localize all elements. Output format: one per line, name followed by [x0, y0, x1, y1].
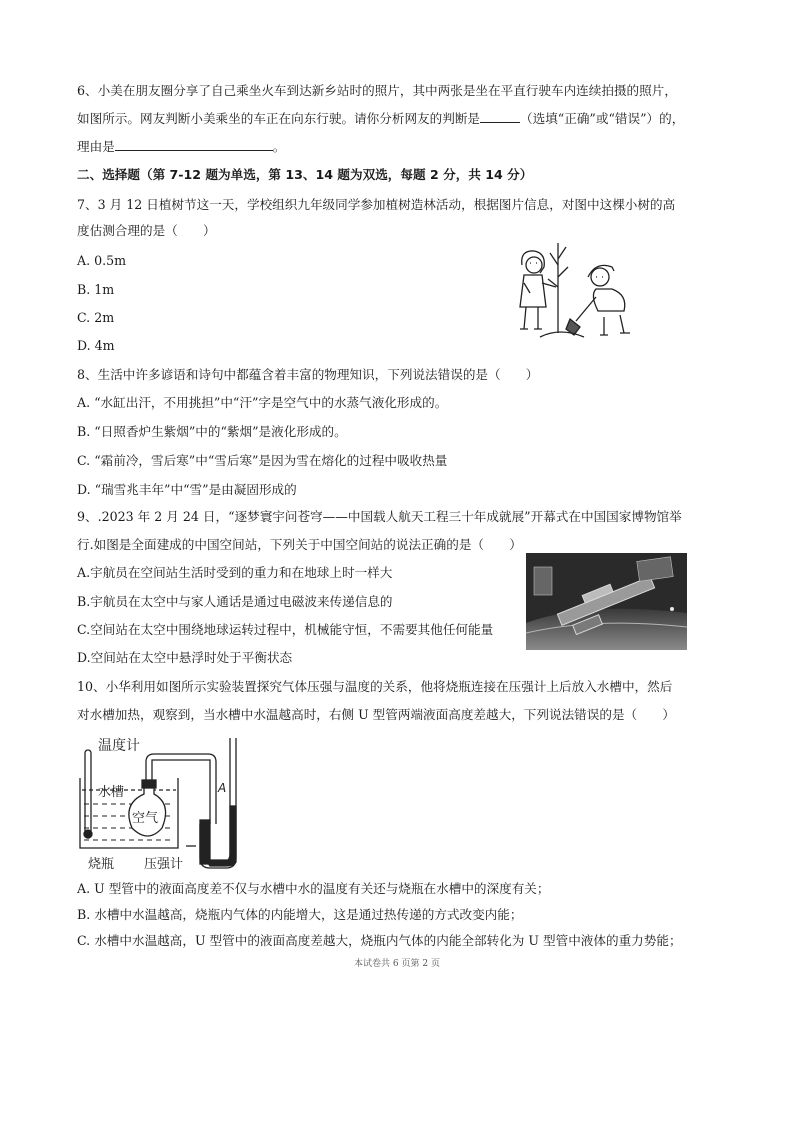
q10-option-b[interactable]: B. 水槽中水温越高，烧瓶内气体的内能增大，这是通过热传递的方式改变内能； [77, 907, 523, 922]
q8-option-a[interactable]: A. “水缸出汗，不用挑担”中“汗”字是空气中的水蒸气液化形成的。 [77, 395, 448, 410]
q10-option-c[interactable]: C. 水槽中水温越高，U 型管中的液面高度差越大，烧瓶内气体的内能全部转化为 U 型管中液体的重力势能； [77, 933, 682, 948]
q7-option-b[interactable]: B. 1m [77, 282, 115, 297]
thermometer-label: 温度计 [98, 738, 140, 754]
q10-line2: 对水槽加热，观察到，当水槽中水温越高时，右侧 U 型管两端液面高度差越大，下列说法错误的是（ ） [77, 707, 675, 722]
q6-line2-text: 如图所示。网友判断小美乘坐的车正在向东行驶。请你分析网友的判断是 [77, 111, 480, 126]
q9-line1: 9、.2023 年 2 月 24 日，“逐梦寰宇问苍穹——中国载人航天工程三十年成就展”开幕式在中国国家博物馆举 [77, 509, 682, 524]
air-label: 空气 [132, 811, 159, 826]
q6-line2 [77, 110, 684, 128]
tree-planting-illustration [500, 235, 645, 343]
q7-option-c[interactable]: C. 2m [77, 310, 115, 325]
q9-option-a[interactable]: A.宇航员在空间站生活时受到的重力和在地球上时一样大 [77, 565, 393, 580]
point-a-label: A [218, 781, 227, 795]
section-2-heading: 二、选择题（第 7-12 题为单选，第 13、14 题为双选，每题 2 分，共 14 分） [77, 167, 533, 182]
q7-option-d[interactable]: D. 4m [77, 338, 115, 353]
pressure-temperature-apparatus [76, 730, 262, 880]
q8-option-c[interactable]: C. “霜前冷，雪后寒”中“雪后寒”是因为雪在熔化的过程中吸收热量 [77, 453, 448, 468]
q10-option-a[interactable]: A. U 型管中的液面高度差不仅与水槽中水的温度有关还与烧瓶在水槽中的深度有关； [77, 881, 550, 896]
q8-stem: 8、生活中许多谚语和诗句中都蕴含着丰富的物理知识，下列说法错误的是（ ） [77, 367, 539, 382]
q10-line1: 10、小华利用如图所示实验装置探究气体压强与温度的关系，他将烧瓶连接在压强计上后放入水槽中，然后 [77, 679, 673, 694]
q6-line3 [77, 138, 285, 156]
q6-reason-label: 理由是 [77, 139, 115, 154]
q9-option-b[interactable]: B.宇航员在太空中与家人通话是通过电磁波来传递信息的 [77, 594, 393, 609]
q9-option-d[interactable]: D.空间站在太空中悬浮时处于平衡状态 [77, 650, 293, 665]
q6-line2-tail: （选填“正确”或“错误”）的， [520, 111, 685, 126]
q8-option-b[interactable]: B. “日照香炉生紫烟”中的“紫烟”是液化形成的。 [77, 424, 347, 439]
q6-answer-blank[interactable] [480, 110, 520, 123]
space-station-photo [526, 553, 687, 650]
q7-line1: 7、3 月 12 日植树节这一天，学校组织九年级同学参加植树造林活动，根据图片信息，对图中这棵小树的高 [77, 197, 676, 212]
q6-reason-blank[interactable] [115, 138, 273, 151]
q8-option-d[interactable]: D. “瑞雪兆丰年”中“雪”是由凝固形成的 [77, 482, 297, 497]
page-footer: 本试卷共 6 页第 2 页 [354, 959, 440, 969]
q7-option-a[interactable]: A. 0.5m [77, 253, 127, 268]
q7-line2: 度估测合理的是（ ） [77, 223, 216, 238]
tank-label: 水槽 [98, 785, 125, 800]
gauge-label: 压强计 [144, 857, 184, 872]
q9-line2: 行.如图是全面建成的中国空间站，下列关于中国空间站的说法正确的是（ ） [77, 537, 522, 552]
q9-option-c[interactable]: C.空间站在太空中围绕地球运转过程中，机械能守恒，不需要其他任何能量 [77, 622, 494, 637]
q6-period: 。 [272, 139, 286, 154]
q6-line1: 6、小美在朋友圈分享了自己乘坐火车到达新乡站时的照片，其中两张是坐在平直行驶车内连续拍摄的照片， [77, 83, 677, 98]
flask-label: 烧瓶 [88, 857, 115, 872]
